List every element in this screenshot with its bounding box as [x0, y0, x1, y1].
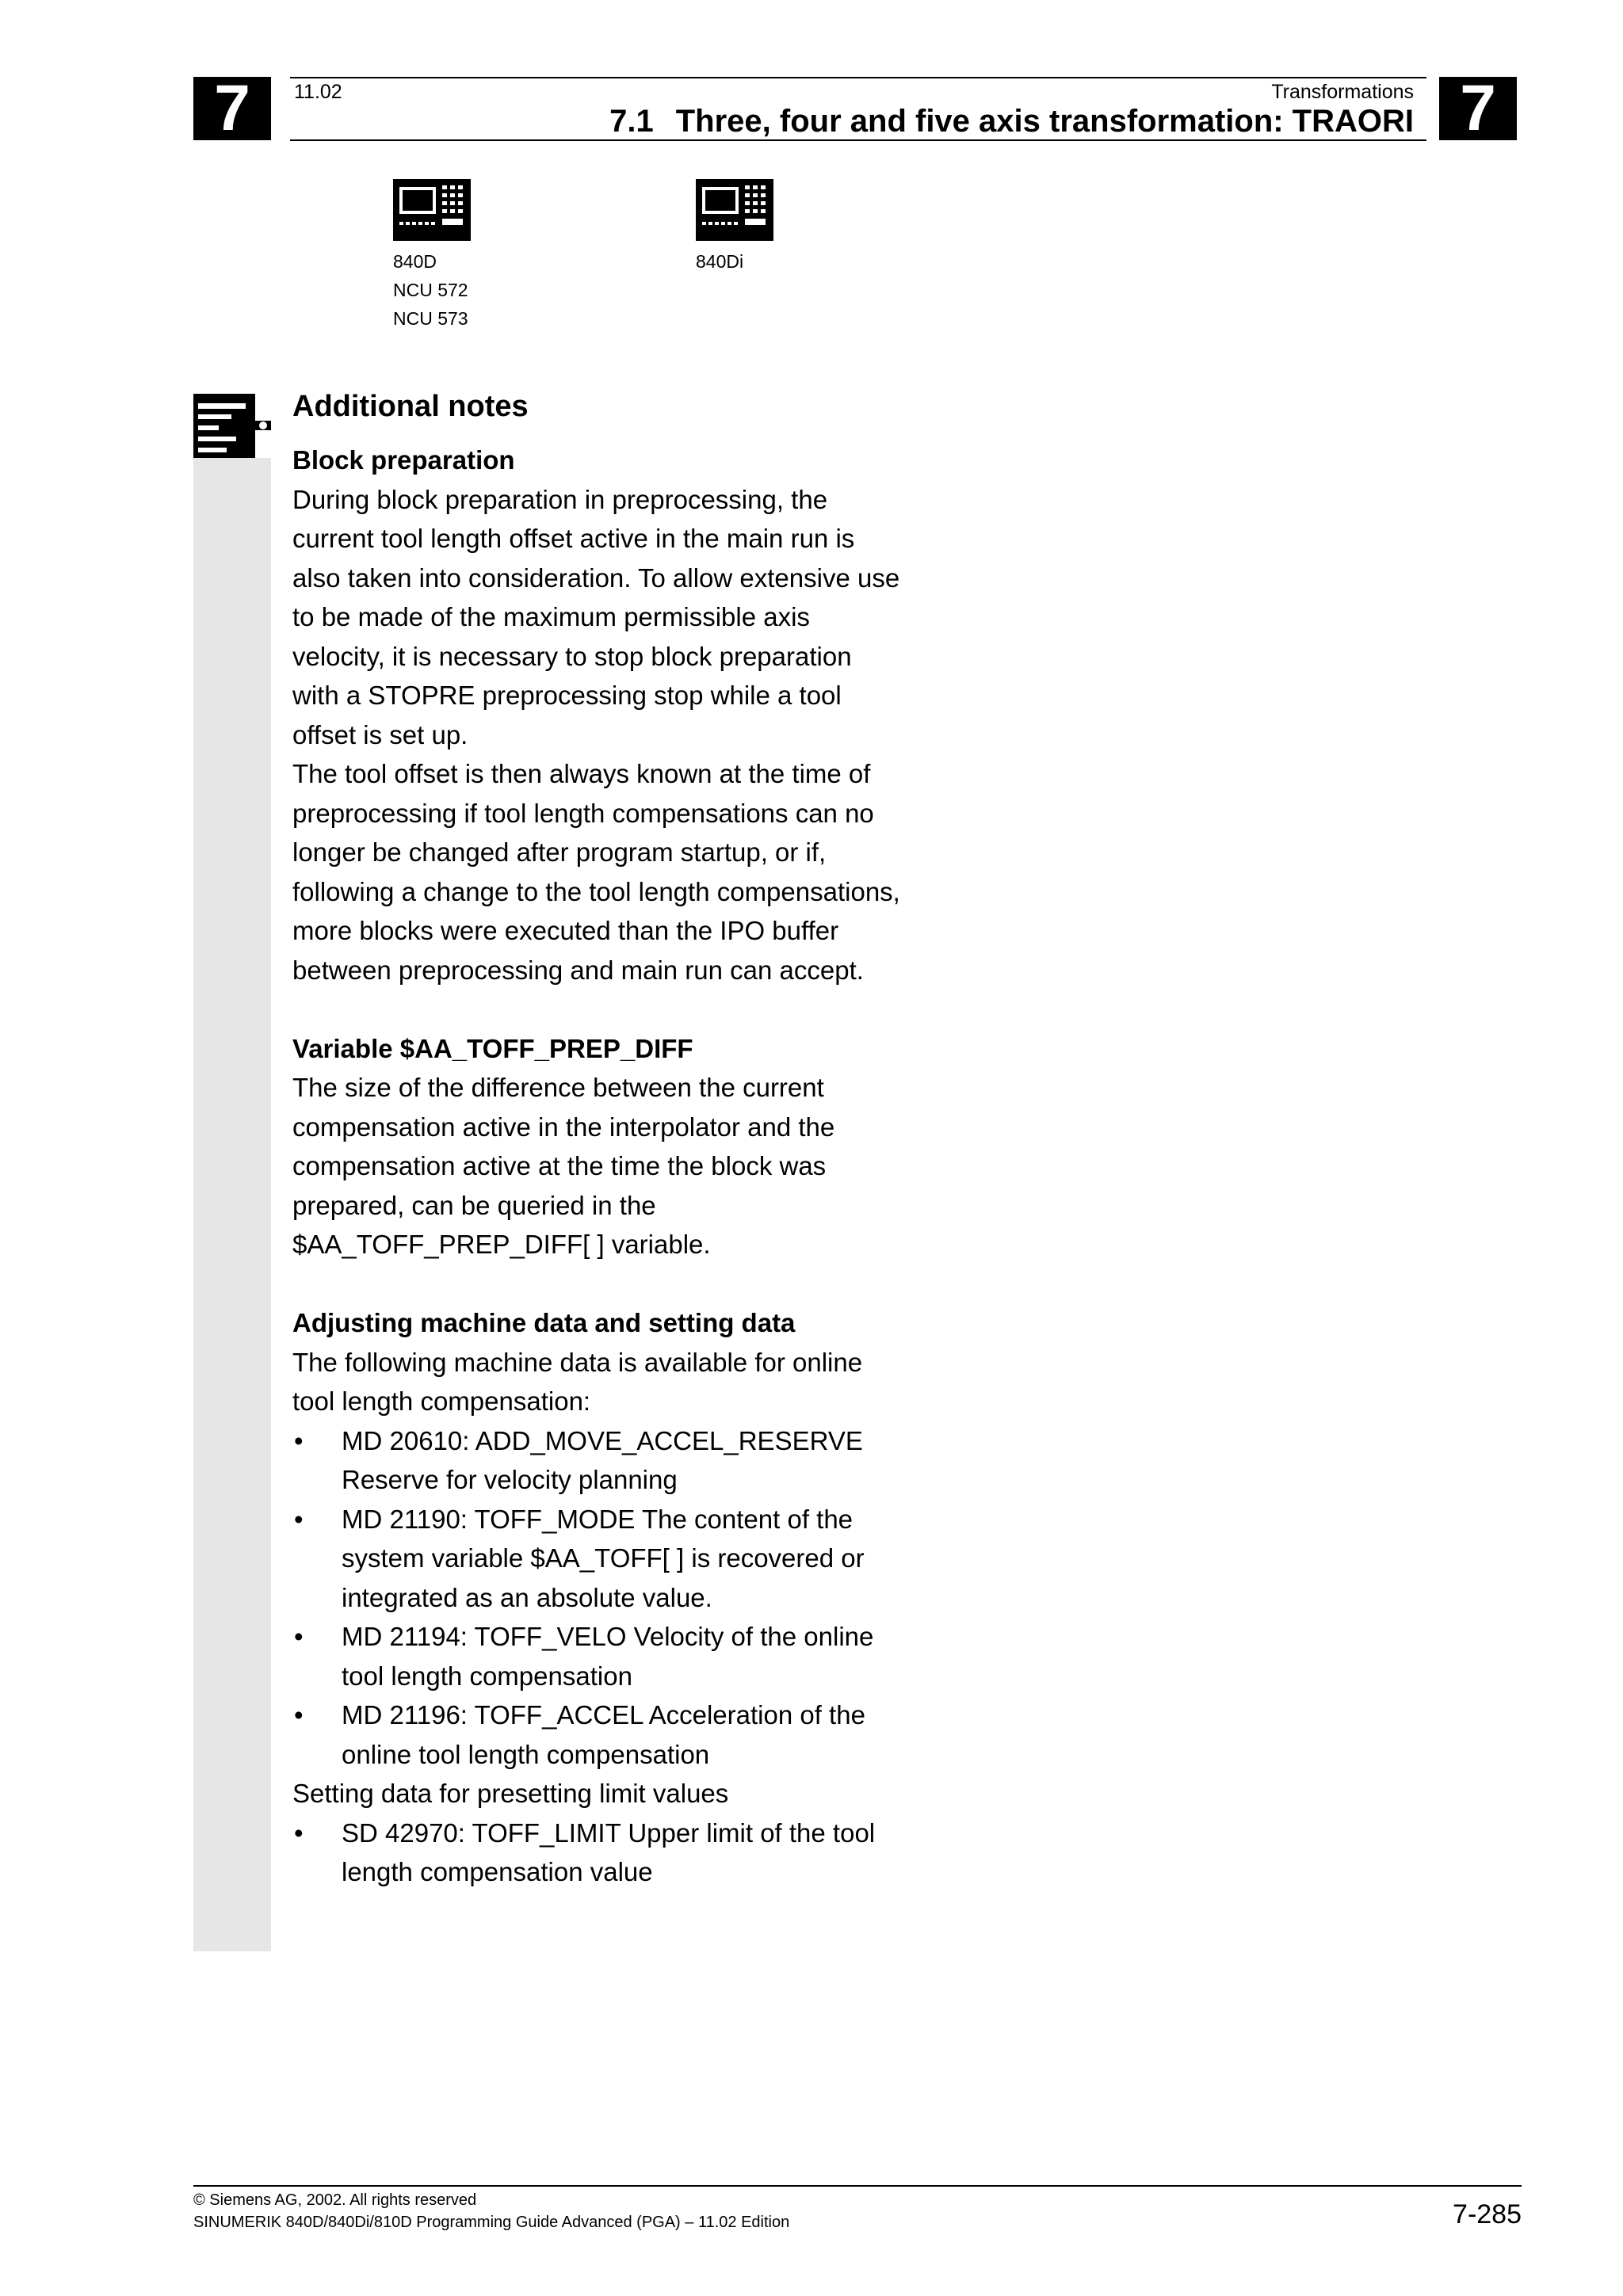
chapter-number-right: 7 [1439, 77, 1517, 140]
paragraph-line: tool length compensation: [292, 1386, 591, 1416]
paragraph-line: more blocks were executed than the IPO buffer [292, 916, 839, 945]
list-item: • MD 20610: ADD_MOVE_ACCEL_RESERVE Reserve for velocity planning [292, 1421, 942, 1500]
paragraph-line: to be made of the maximum permissible axis [292, 602, 810, 631]
control-label: NCU 572 [393, 280, 468, 300]
paragraph-line: offset is set up. [292, 719, 468, 749]
notes-content [292, 385, 942, 1892]
paragraph-line: longer be changed after program startup, or if, [292, 837, 827, 867]
paragraph-line: current tool length offset active in the main run is [292, 524, 855, 553]
pointing-hand-icon [193, 394, 271, 463]
paragraph-line: $AA_TOFF_PREP_DIFF[ ] variable. [292, 1230, 711, 1259]
control-variant-labels [696, 247, 773, 276]
bullet-icon: • [294, 1622, 304, 1651]
block-preparation-heading: Block preparation [292, 445, 515, 475]
control-panel-icon [393, 179, 471, 241]
footer-rule [193, 2185, 1522, 2187]
setting-data-list [292, 1814, 942, 1892]
page-number: 7-285 [1453, 2199, 1522, 2229]
paragraph-line: The tool offset is then always known at the time of [292, 759, 871, 788]
machine-data-list [292, 1421, 942, 1775]
paragraph-line: The size of the difference between the current [292, 1073, 824, 1102]
paragraph-line: velocity, it is necessary to stop block preparation [292, 641, 852, 671]
paragraph-line: prepared, can be queried in the [292, 1190, 656, 1220]
bullet-icon: • [294, 1425, 304, 1455]
section-title-text: Three, four and five axis transformation: TRAORI [675, 104, 1414, 139]
header-rule-bottom [290, 139, 1426, 141]
footer-copyright: © Siemens AG, 2002. All rights reserved [193, 2191, 477, 2209]
adjusting-heading: Adjusting machine data and setting data [292, 1308, 796, 1337]
control-variant-840di [696, 179, 773, 276]
header-section-label: Transformations [1271, 81, 1414, 103]
paragraph-line: compensation active in the interpolator and the [292, 1112, 835, 1142]
bullet-icon: • [294, 1504, 304, 1534]
paragraph-line: preprocessing if tool length compensations can no [292, 798, 874, 828]
header-rule-top [290, 77, 1426, 78]
setting-data-intro: Setting data for presetting limit values [292, 1779, 729, 1808]
control-label: 840Di [696, 251, 744, 272]
list-item: • MD 21194: TOFF_VELO Velocity of the online tool length compensation [292, 1617, 942, 1695]
list-item: • SD 42970: TOFF_LIMIT Upper limit of the tool length compensation value [292, 1814, 942, 1892]
list-item: • MD 21190: TOFF_MODE The content of the system variable $AA_TOFF[ ] is recovered or integrated as an absolute value. [292, 1500, 942, 1618]
notes-heading: Additional notes [292, 390, 529, 423]
paragraph-line: between preprocessing and main run can accept. [292, 955, 864, 985]
control-variant-labels [393, 247, 471, 333]
chapter-number-left: 7 [193, 77, 271, 140]
paragraph-line: also taken into consideration. To allow extensive use [292, 563, 900, 593]
section-number: 7.1 [609, 104, 654, 139]
control-label: NCU 573 [393, 308, 468, 329]
variable-heading: Variable $AA_TOFF_PREP_DIFF [292, 1033, 693, 1063]
list-item: • MD 21196: TOFF_ACCEL Acceleration of the online tool length compensation [292, 1695, 942, 1774]
note-margin-bar [193, 458, 271, 1951]
control-label: 840D [393, 251, 437, 272]
header-date: 11.02 [294, 81, 342, 103]
paragraph-line: with a STOPRE preprocessing stop while a tool [292, 681, 842, 710]
control-variant-840d [393, 179, 471, 333]
paragraph-line: following a change to the tool length compensations, [292, 876, 900, 906]
footer-edition: SINUMERIK 840D/840Di/810D Programming Guide Advanced (PGA) – 11.02 Edition [193, 2214, 790, 2231]
bullet-icon: • [294, 1700, 304, 1730]
control-panel-icon [696, 179, 773, 241]
section-title [609, 104, 1414, 139]
paragraph-line: compensation active at the time the block was [292, 1151, 827, 1180]
bullet-icon: • [294, 1817, 304, 1848]
paragraph-line: During block preparation in preprocessing, the [292, 484, 828, 514]
paragraph-line: The following machine data is available for online [292, 1347, 863, 1377]
